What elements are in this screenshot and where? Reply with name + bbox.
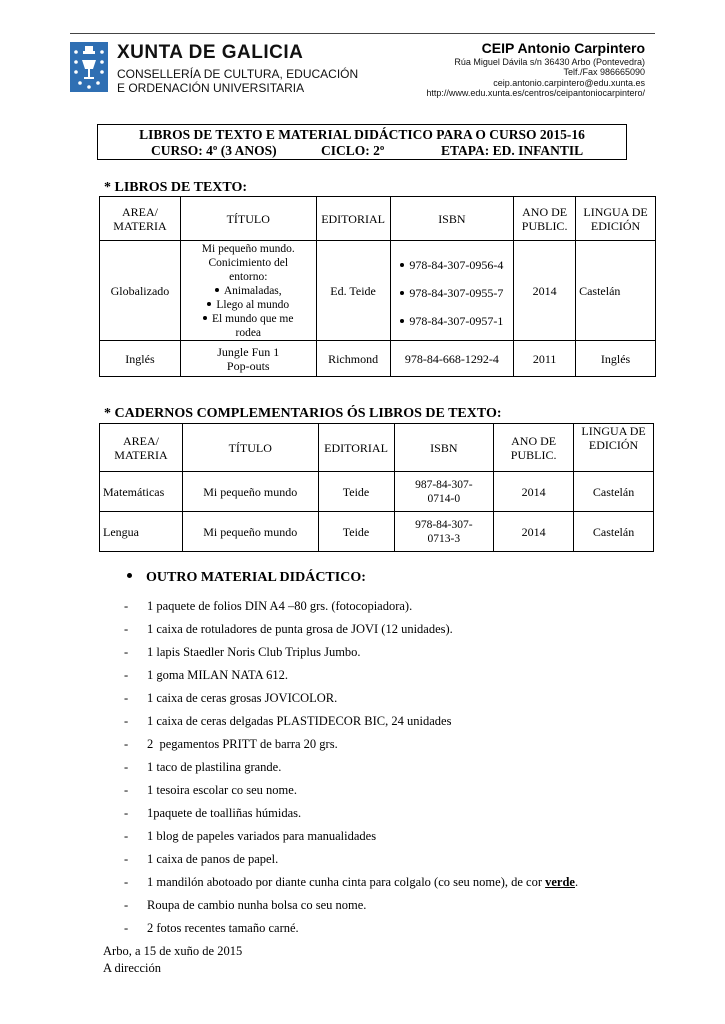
bullet-icon (127, 573, 132, 578)
bullet-icon (400, 263, 404, 267)
item-text: 1 caixa de rotuladores de punta grosa de JOVI (12 unidades). (147, 622, 453, 636)
list-item (124, 689, 684, 712)
list-item (124, 735, 684, 758)
item-text: 1 lapis Staedler Noris Club Triplus Jumbo. (147, 645, 361, 659)
dash-marker: - (124, 645, 129, 659)
bullet-icon (207, 302, 211, 306)
item-text: 2 fotos recentes tamaño carné. (147, 921, 299, 935)
list-item (124, 597, 684, 620)
title-bullet (184, 312, 313, 326)
school-name: CEIP Antonio Carpintero (481, 40, 645, 56)
item-text: 1 caixa de panos de papel. (147, 852, 279, 866)
bullet-icon (400, 319, 404, 323)
isbn-item (394, 258, 511, 272)
school-website[interactable]: http://www.edu.xunta.es/centros/ceipantoniocarpintero/ (426, 88, 645, 98)
header-language: LINGUA DE EDICIÓN (574, 424, 654, 472)
bullet-text: Llego al mundo (216, 298, 290, 311)
cell-title: Mi pequeño mundo (182, 472, 318, 512)
mandilon-color: verde (545, 875, 575, 889)
title-bullet (184, 284, 313, 298)
isbn-text: 978-84-307-0957-1 (409, 313, 504, 328)
header-language: LINGUA DE EDICIÓN (576, 197, 656, 241)
title-line: Conicimiento del (208, 256, 289, 269)
bullet-icon (203, 316, 207, 320)
school-address: Rúa Miguel Dávila s/n 36430 Arbo (Pontevedra) (454, 57, 645, 67)
title-line: Jungle Fun 1 (217, 344, 280, 359)
isbn-text: 978-84-307-0955-7 (409, 285, 504, 300)
cell-year: 2014 (494, 472, 574, 512)
cell-language: Inglés (576, 341, 656, 377)
item-text: 1 caixa de ceras grosas JOVICOLOR. (147, 691, 338, 705)
list-item (124, 781, 684, 804)
org-title: XUNTA DE GALICIA (117, 42, 304, 63)
isbn-line: 0714-0 (427, 492, 461, 505)
libros-heading: * LIBROS DE TEXTO: (104, 180, 248, 195)
document-title-box (97, 124, 627, 160)
header-rule (70, 33, 655, 34)
item-text: 1 tesoira escolar co seu nome. (147, 783, 297, 797)
table-header-row (100, 424, 654, 472)
dash-marker: - (124, 852, 129, 866)
table-header-row (100, 197, 656, 241)
list-item (124, 712, 684, 735)
header-area: AREA/ MATERIA (100, 424, 183, 472)
cell-title: Mi pequeño mundo (182, 512, 318, 552)
list-item (124, 643, 684, 666)
isbn-item (394, 286, 511, 300)
bullet-text: El mundo que me (212, 312, 294, 325)
dash-marker: - (124, 806, 129, 820)
item-text: 1 taco de plastilina grande. (147, 760, 282, 774)
cell-isbn (394, 472, 494, 512)
header-editorial: EDITORIAL (318, 424, 394, 472)
list-item (124, 873, 684, 896)
isbn-line: 978-84-307- (415, 518, 473, 531)
department-line-1: CONSELLERÍA DE CULTURA, EDUCACIÓN (117, 67, 359, 81)
item-text: Roupa de cambio nunha bolsa co seu nome. (147, 898, 367, 912)
cell-year: 2014 (514, 241, 576, 341)
dash-marker: - (124, 599, 129, 613)
footer-date: Arbo, a 15 de xuño de 2015 (103, 944, 243, 958)
dash-marker: - (124, 829, 129, 843)
item-text: 1 mandilón abotoado por diante cunha cinta para colgalo (co seu nome), de cor (147, 875, 542, 889)
item-text: 1 blog de papeles variados para manualidades (147, 829, 377, 843)
dash-marker: - (124, 898, 129, 912)
cell-area: Inglés (100, 341, 181, 377)
bullet-text: Animaladas, (223, 284, 282, 297)
document-subtitle-row (98, 143, 626, 159)
cell-title (180, 341, 316, 377)
header-area: AREA/ MATERIA (100, 197, 181, 241)
title-line: entorno: (229, 270, 268, 283)
cell-area: Matemáticas (100, 472, 183, 512)
curso-label: CURSO: 4º (3 ANOS) (151, 143, 277, 158)
cell-area: Globalizado (100, 241, 181, 341)
header-isbn: ISBN (390, 197, 514, 241)
title-bullet (184, 298, 313, 312)
isbn-line: 0713-3 (427, 532, 461, 545)
isbn-line: 987-84-307- (415, 478, 473, 491)
table-row (100, 241, 656, 341)
isbn-item (394, 314, 511, 328)
header-editorial: EDITORIAL (316, 197, 390, 241)
header-isbn: ISBN (394, 424, 494, 472)
cell-editorial: Teide (318, 472, 394, 512)
ciclo-label: CICLO: 2º (321, 143, 385, 158)
cell-year: 2014 (494, 512, 574, 552)
dash-marker: - (124, 875, 129, 889)
cell-editorial: Ed. Teide (316, 241, 390, 341)
material-list (124, 597, 684, 942)
cadernos-table (99, 423, 654, 552)
school-email[interactable]: ceip.antonio.carpintero@edu.xunta.es (493, 78, 645, 88)
cell-language: Castelán (574, 472, 654, 512)
cell-title (180, 241, 316, 341)
dash-marker: - (124, 691, 129, 705)
item-text: 2 pegamentos PRITT de barra 20 grs. (147, 737, 338, 751)
cell-isbn (394, 512, 494, 552)
table-row (100, 512, 654, 552)
header-title: TÍTULO (180, 197, 316, 241)
list-item (124, 896, 684, 919)
dash-marker: - (124, 921, 129, 935)
item-text: 1 goma MILAN NATA 612. (147, 668, 289, 682)
dash-marker: - (124, 760, 129, 774)
cell-isbn (390, 241, 514, 341)
table-row (100, 472, 654, 512)
table-row (100, 341, 656, 377)
cell-isbn: 978-84-668-1292-4 (390, 341, 514, 377)
dash-marker: - (124, 668, 129, 682)
title-line: Pop-outs (226, 358, 270, 373)
bullet-icon (215, 288, 219, 292)
school-phone: Telf./Fax 986665090 (563, 67, 645, 77)
cell-editorial: Richmond (316, 341, 390, 377)
cell-year: 2011 (514, 341, 576, 377)
list-item (124, 850, 684, 873)
list-item (124, 804, 684, 827)
cadernos-heading: * CADERNOS COMPLEMENTARIOS ÓS LIBROS DE TEXTO: (104, 406, 502, 421)
footer-signature: A dirección (103, 961, 161, 975)
item-text: 1 caixa de ceras delgadas PLASTIDECOR BIC, 24 unidades (147, 714, 452, 728)
item-text: 1 paquete de folios DIN A4 –80 grs. (fotocopiadora). (147, 599, 413, 613)
cell-area: Lengua (100, 512, 183, 552)
isbn-text: 978-84-307-0956-4 (409, 257, 504, 272)
list-item (124, 827, 684, 850)
dash-marker: - (124, 783, 129, 797)
title-line: rodea (235, 326, 262, 339)
list-item (124, 620, 684, 643)
etapa-label: ETAPA: ED. INFANTIL (441, 143, 584, 158)
department-line-2: E ORDENACIÓN UNIVERSITARIA (117, 81, 305, 95)
dash-marker: - (124, 737, 129, 751)
dash-marker: - (124, 622, 129, 636)
title-line: Mi pequeño mundo. (201, 242, 295, 255)
outro-heading (127, 570, 366, 586)
header-year: ANO DE PUBLIC. (494, 424, 574, 472)
item-text-end: . (574, 875, 579, 889)
list-item (124, 758, 684, 781)
list-item (124, 919, 684, 942)
outro-heading-text: OUTRO MATERIAL DIDÁCTICO: (146, 570, 366, 585)
document-title: LIBROS DE TEXTO E MATERIAL DIDÁCTICO PARA O CURSO 2015-16 (139, 127, 585, 142)
bullet-icon (400, 291, 404, 295)
cell-editorial: Teide (318, 512, 394, 552)
list-item (124, 666, 684, 689)
header-title: TÍTULO (182, 424, 318, 472)
cell-language: Castelán (574, 512, 654, 552)
xunta-shield-logo (70, 42, 108, 92)
libros-table (99, 196, 656, 377)
item-text: 1paquete de toalliñas húmidas. (147, 806, 302, 820)
dash-marker: - (124, 714, 129, 728)
cell-language: Castelán (576, 241, 656, 341)
header-year: ANO DE PUBLIC. (514, 197, 576, 241)
